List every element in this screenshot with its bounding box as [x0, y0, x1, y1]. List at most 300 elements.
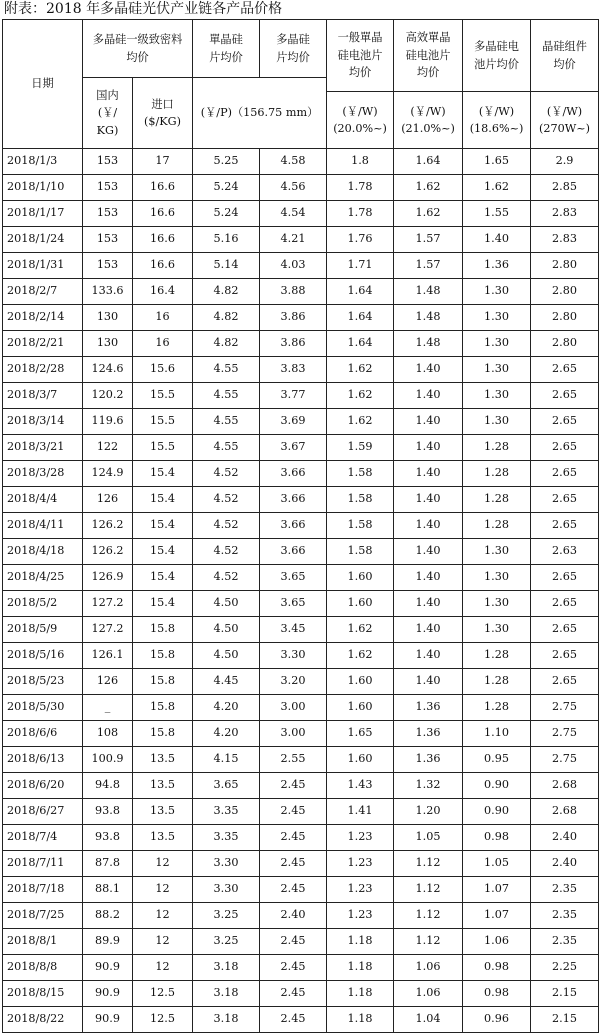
cell-mono-wafer: 4.55: [193, 383, 260, 409]
header-mono-wafer: [193, 20, 260, 78]
cell-poly-import: 12: [133, 851, 193, 877]
header-polysilicon: [83, 20, 193, 78]
cell-poly-domestic: 122: [83, 435, 133, 461]
cell-multi-wafer: 3.69: [260, 409, 327, 435]
cell-mono-cell-hi: 1.36: [394, 747, 463, 773]
table-row: [3, 955, 599, 981]
cell-module: 2.65: [531, 461, 599, 487]
cell-poly-import: 15.8: [133, 617, 193, 643]
cell-multi-cell: 1.55: [463, 201, 531, 227]
cell-multi-wafer: 2.45: [260, 955, 327, 981]
cell-module: 2.65: [531, 487, 599, 513]
header-mono-cell-std-line-3: 均价: [348, 66, 372, 80]
cell-poly-import: 12: [133, 903, 193, 929]
cell-mono-cell-hi: 1.64: [394, 149, 463, 175]
cell-mono-wafer: 3.65: [193, 773, 260, 799]
cell-module: 2.65: [531, 513, 599, 539]
header-mono-cell-hi: [394, 20, 463, 92]
table-row: [3, 227, 599, 253]
cell-mono-cell-hi: 1.62: [394, 175, 463, 201]
cell-mono-cell-hi: 1.40: [394, 669, 463, 695]
cell-multi-wafer: 3.86: [260, 331, 327, 357]
cell-multi-cell: 1.65: [463, 149, 531, 175]
cell-poly-domestic: 153: [83, 253, 133, 279]
cell-poly-import: 12: [133, 955, 193, 981]
cell-date: 2018/1/24: [3, 227, 83, 253]
cell-poly-import: 15.4: [133, 565, 193, 591]
cell-mono-cell-std: 1.60: [327, 695, 394, 721]
cell-multi-wafer: 2.45: [260, 929, 327, 955]
cell-mono-wafer: 5.24: [193, 175, 260, 201]
cell-mono-wafer: 4.20: [193, 721, 260, 747]
cell-module: 2.80: [531, 305, 599, 331]
cell-mono-cell-std: 1.62: [327, 357, 394, 383]
table-row: [3, 435, 599, 461]
header-multi-cell-line-2: 池片均价: [474, 57, 519, 71]
cell-multi-cell: 1.28: [463, 513, 531, 539]
cell-multi-cell: 0.95: [463, 747, 531, 773]
table-row: [3, 851, 599, 877]
cell-multi-wafer: 3.66: [260, 487, 327, 513]
table-row: [3, 903, 599, 929]
cell-mono-wafer: 4.15: [193, 747, 260, 773]
cell-poly-domestic: 127.2: [83, 591, 133, 617]
table-row: [3, 279, 599, 305]
cell-mono-wafer: 4.82: [193, 305, 260, 331]
header-mono-cell-hi-unit: [394, 92, 463, 149]
cell-poly-import: 16.6: [133, 227, 193, 253]
cell-poly-import: 12.5: [133, 981, 193, 1007]
cell-mono-cell-hi: 1.12: [394, 929, 463, 955]
cell-multi-wafer: 3.00: [260, 695, 327, 721]
cell-date: 2018/2/14: [3, 305, 83, 331]
table-row: [3, 175, 599, 201]
cell-mono-wafer: 5.25: [193, 149, 260, 175]
cell-multi-cell: 1.40: [463, 227, 531, 253]
cell-poly-import: 13.5: [133, 799, 193, 825]
cell-poly-domestic: 124.9: [83, 461, 133, 487]
cell-poly-domestic: 108: [83, 721, 133, 747]
cell-date: 2018/5/9: [3, 617, 83, 643]
header-multi-wafer: [260, 20, 327, 78]
cell-date: 2018/3/21: [3, 435, 83, 461]
header-date: 日期: [3, 20, 83, 149]
cell-mono-wafer: 3.18: [193, 1007, 260, 1033]
cell-date: 2018/5/30: [3, 695, 83, 721]
cell-multi-cell: 1.28: [463, 669, 531, 695]
header-mono-cell-std-unit-line-2: (20.0%~): [333, 122, 387, 135]
cell-date: 2018/7/25: [3, 903, 83, 929]
cell-mono-cell-std: 1.23: [327, 903, 394, 929]
cell-mono-cell-std: 1.18: [327, 955, 394, 981]
cell-mono-cell-hi: 1.32: [394, 773, 463, 799]
cell-mono-cell-std: 1.64: [327, 305, 394, 331]
cell-multi-wafer: 3.65: [260, 565, 327, 591]
cell-mono-cell-hi: 1.12: [394, 877, 463, 903]
cell-multi-cell: 1.36: [463, 253, 531, 279]
cell-mono-cell-std: 1.76: [327, 227, 394, 253]
cell-module: 2.68: [531, 799, 599, 825]
header-multi-cell-line-1: 多晶硅电: [474, 40, 519, 54]
cell-mono-wafer: 4.55: [193, 435, 260, 461]
cell-module: 2.65: [531, 617, 599, 643]
cell-mono-cell-hi: 1.36: [394, 721, 463, 747]
cell-mono-cell-hi: 1.36: [394, 695, 463, 721]
cell-mono-cell-hi: 1.05: [394, 825, 463, 851]
cell-mono-wafer: 4.82: [193, 331, 260, 357]
cell-mono-cell-std: 1.58: [327, 461, 394, 487]
cell-module: 2.75: [531, 721, 599, 747]
header-mono-wafer-line-2: 片均价: [209, 50, 243, 64]
cell-multi-wafer: 3.77: [260, 383, 327, 409]
cell-module: 2.9: [531, 149, 599, 175]
cell-module: 2.35: [531, 877, 599, 903]
cell-module: 2.65: [531, 435, 599, 461]
cell-poly-import: 13.5: [133, 773, 193, 799]
cell-poly-domestic: 119.6: [83, 409, 133, 435]
cell-date: 2018/6/27: [3, 799, 83, 825]
cell-mono-cell-hi: 1.48: [394, 305, 463, 331]
price-table: [2, 19, 599, 1033]
cell-poly-import: 15.6: [133, 357, 193, 383]
cell-module: 2.75: [531, 747, 599, 773]
cell-mono-wafer: 4.52: [193, 487, 260, 513]
cell-poly-import: 15.8: [133, 695, 193, 721]
cell-date: 2018/6/13: [3, 747, 83, 773]
header-domestic-line-1: 国内: [96, 88, 119, 102]
cell-mono-wafer: 5.16: [193, 227, 260, 253]
cell-poly-import: 16.6: [133, 175, 193, 201]
cell-mono-cell-std: 1.18: [327, 981, 394, 1007]
cell-date: 2018/2/21: [3, 331, 83, 357]
cell-module: 2.65: [531, 565, 599, 591]
cell-multi-wafer: 2.55: [260, 747, 327, 773]
cell-poly-domestic: 153: [83, 201, 133, 227]
cell-multi-wafer: 2.45: [260, 981, 327, 1007]
header-module-line-2: 均价: [553, 57, 576, 71]
cell-multi-wafer: 3.83: [260, 357, 327, 383]
table-row: [3, 383, 599, 409]
cell-poly-domestic: 126: [83, 669, 133, 695]
header-multi-cell: [463, 20, 531, 92]
cell-poly-domestic: 93.8: [83, 799, 133, 825]
header-mono-cell-hi-line-3: 均价: [416, 66, 440, 80]
cell-date: 2018/4/25: [3, 565, 83, 591]
cell-multi-cell: 1.62: [463, 175, 531, 201]
cell-module: 2.40: [531, 825, 599, 851]
cell-date: 2018/8/1: [3, 929, 83, 955]
cell-multi-wafer: 3.66: [260, 539, 327, 565]
header-multi-cell-unit-line-1: (￥/W): [478, 104, 515, 118]
cell-mono-wafer: 3.25: [193, 903, 260, 929]
cell-multi-cell: 1.30: [463, 383, 531, 409]
table-row: [3, 773, 599, 799]
cell-mono-wafer: 4.52: [193, 461, 260, 487]
cell-mono-wafer: 4.50: [193, 617, 260, 643]
cell-date: 2018/8/8: [3, 955, 83, 981]
header-polysilicon-import: [133, 78, 193, 149]
cell-poly-import: 15.5: [133, 409, 193, 435]
table-row: [3, 591, 599, 617]
cell-multi-wafer: 4.54: [260, 201, 327, 227]
cell-mono-cell-hi: 1.40: [394, 617, 463, 643]
cell-poly-import: 16: [133, 331, 193, 357]
cell-poly-domestic: 126.2: [83, 539, 133, 565]
cell-poly-import: 16.4: [133, 279, 193, 305]
cell-multi-wafer: 4.58: [260, 149, 327, 175]
cell-module: 2.65: [531, 591, 599, 617]
header-polysilicon-domestic: [83, 78, 133, 149]
cell-date: 2018/2/7: [3, 279, 83, 305]
cell-multi-wafer: 2.45: [260, 877, 327, 903]
cell-mono-cell-hi: 1.04: [394, 1007, 463, 1033]
cell-mono-cell-std: 1.78: [327, 201, 394, 227]
cell-multi-cell: 1.05: [463, 851, 531, 877]
cell-date: 2018/6/20: [3, 773, 83, 799]
cell-poly-domestic: 153: [83, 149, 133, 175]
cell-multi-cell: 1.06: [463, 929, 531, 955]
table-row: [3, 799, 599, 825]
cell-mono-cell-hi: 1.40: [394, 565, 463, 591]
cell-poly-domestic: 90.9: [83, 955, 133, 981]
header-multi-cell-unit: [463, 92, 531, 149]
cell-module: 2.63: [531, 539, 599, 565]
cell-poly-domestic: 126.2: [83, 513, 133, 539]
header-import-line-2: ($/KG): [144, 115, 181, 128]
cell-module: 2.80: [531, 331, 599, 357]
table-row: [3, 617, 599, 643]
cell-multi-cell: 1.28: [463, 643, 531, 669]
cell-date: 2018/4/18: [3, 539, 83, 565]
cell-multi-cell: 1.28: [463, 461, 531, 487]
cell-poly-import: 16.6: [133, 253, 193, 279]
cell-date: 2018/3/7: [3, 383, 83, 409]
cell-multi-cell: 1.30: [463, 305, 531, 331]
cell-mono-cell-hi: 1.48: [394, 279, 463, 305]
cell-multi-cell: 1.30: [463, 617, 531, 643]
cell-module: 2.85: [531, 175, 599, 201]
cell-multi-cell: 1.30: [463, 331, 531, 357]
table-row: [3, 201, 599, 227]
cell-multi-cell: 1.30: [463, 591, 531, 617]
cell-multi-cell: 0.98: [463, 955, 531, 981]
cell-multi-cell: 1.30: [463, 409, 531, 435]
cell-multi-cell: 1.07: [463, 903, 531, 929]
cell-date: 2018/3/28: [3, 461, 83, 487]
cell-mono-wafer: 3.35: [193, 799, 260, 825]
cell-poly-domestic: 130: [83, 331, 133, 357]
header-mono-cell-hi-line-1: 高效單晶: [405, 31, 451, 45]
cell-mono-cell-std: 1.18: [327, 929, 394, 955]
cell-mono-cell-hi: 1.12: [394, 903, 463, 929]
cell-mono-cell-hi: 1.06: [394, 981, 463, 1007]
cell-date: 2018/6/6: [3, 721, 83, 747]
cell-date: 2018/5/16: [3, 643, 83, 669]
cell-poly-domestic: 88.2: [83, 903, 133, 929]
cell-mono-cell-std: 1.78: [327, 175, 394, 201]
cell-poly-import: 13.5: [133, 825, 193, 851]
cell-date: 2018/4/11: [3, 513, 83, 539]
cell-mono-wafer: 4.52: [193, 565, 260, 591]
cell-mono-wafer: 4.20: [193, 695, 260, 721]
cell-mono-wafer: 5.24: [193, 201, 260, 227]
cell-poly-domestic: 126.1: [83, 643, 133, 669]
cell-mono-cell-hi: 1.40: [394, 513, 463, 539]
cell-mono-cell-hi: 1.40: [394, 357, 463, 383]
table-row: [3, 513, 599, 539]
cell-date: 2018/8/15: [3, 981, 83, 1007]
cell-mono-cell-hi: 1.40: [394, 591, 463, 617]
table-row: [3, 929, 599, 955]
cell-mono-cell-hi: 1.20: [394, 799, 463, 825]
cell-poly-domestic: _: [83, 695, 133, 721]
cell-poly-domestic: 94.8: [83, 773, 133, 799]
cell-mono-cell-std: 1.62: [327, 409, 394, 435]
table-row: [3, 1007, 599, 1033]
cell-poly-domestic: 87.8: [83, 851, 133, 877]
cell-multi-wafer: 3.45: [260, 617, 327, 643]
cell-poly-import: 15.8: [133, 669, 193, 695]
table-row: [3, 695, 599, 721]
table-row: [3, 669, 599, 695]
cell-mono-wafer: 4.50: [193, 643, 260, 669]
cell-mono-cell-std: 1.58: [327, 539, 394, 565]
cell-mono-cell-std: 1.23: [327, 877, 394, 903]
document-title: 附表：2018 年多晶硅光伏产业链各产品价格: [4, 1, 283, 17]
cell-mono-cell-hi: 1.40: [394, 409, 463, 435]
header-module: [531, 20, 599, 92]
cell-date: 2018/3/14: [3, 409, 83, 435]
header-mono-cell-std-unit-line-1: (￥/W): [342, 104, 378, 118]
cell-poly-domestic: 90.9: [83, 981, 133, 1007]
cell-poly-domestic: 126: [83, 487, 133, 513]
cell-multi-wafer: 4.56: [260, 175, 327, 201]
cell-date: 2018/1/31: [3, 253, 83, 279]
cell-mono-cell-std: 1.62: [327, 383, 394, 409]
cell-poly-import: 15.8: [133, 721, 193, 747]
cell-poly-import: 15.4: [133, 461, 193, 487]
cell-mono-wafer: 3.30: [193, 851, 260, 877]
cell-multi-wafer: 3.00: [260, 721, 327, 747]
cell-mono-cell-std: 1.71: [327, 253, 394, 279]
cell-poly-import: 16: [133, 305, 193, 331]
cell-mono-wafer: 4.52: [193, 539, 260, 565]
cell-multi-wafer: 3.86: [260, 305, 327, 331]
cell-mono-wafer: 4.82: [193, 279, 260, 305]
cell-multi-cell: 0.90: [463, 799, 531, 825]
cell-poly-domestic: 100.9: [83, 747, 133, 773]
header-domestic-line-2: (￥/: [97, 106, 118, 120]
cell-mono-wafer: 4.50: [193, 591, 260, 617]
cell-multi-wafer: 3.65: [260, 591, 327, 617]
cell-poly-domestic: 89.9: [83, 929, 133, 955]
table-row: [3, 487, 599, 513]
cell-poly-import: 15.5: [133, 383, 193, 409]
header-mono-cell-std-line-1: 一般單晶: [337, 31, 383, 45]
cell-multi-cell: 1.28: [463, 695, 531, 721]
cell-mono-cell-std: 1.58: [327, 487, 394, 513]
cell-poly-domestic: 93.8: [83, 825, 133, 851]
header-mono-cell-std: [327, 20, 394, 92]
cell-mono-cell-hi: 1.40: [394, 487, 463, 513]
table-row: [3, 825, 599, 851]
cell-multi-wafer: 2.45: [260, 773, 327, 799]
cell-mono-wafer: 4.55: [193, 409, 260, 435]
cell-date: 2018/7/11: [3, 851, 83, 877]
cell-poly-domestic: 153: [83, 227, 133, 253]
cell-mono-wafer: 4.52: [193, 513, 260, 539]
cell-mono-wafer: 3.30: [193, 877, 260, 903]
table-row: [3, 461, 599, 487]
cell-poly-import: 13.5: [133, 747, 193, 773]
cell-module: 2.35: [531, 903, 599, 929]
cell-mono-cell-std: 1.62: [327, 617, 394, 643]
cell-mono-cell-std: 1.65: [327, 721, 394, 747]
cell-mono-cell-std: 1.60: [327, 591, 394, 617]
cell-multi-cell: 1.07: [463, 877, 531, 903]
cell-poly-import: 12.5: [133, 1007, 193, 1033]
cell-module: 2.65: [531, 409, 599, 435]
cell-mono-wafer: 4.45: [193, 669, 260, 695]
cell-module: 2.65: [531, 643, 599, 669]
cell-poly-import: 17: [133, 149, 193, 175]
cell-module: 2.65: [531, 357, 599, 383]
cell-poly-domestic: 120.2: [83, 383, 133, 409]
cell-module: 2.25: [531, 955, 599, 981]
cell-mono-cell-hi: 1.40: [394, 461, 463, 487]
cell-poly-import: 15.4: [133, 591, 193, 617]
header-mono-cell-hi-line-2: 硅电池片: [405, 48, 451, 62]
cell-multi-cell: 0.90: [463, 773, 531, 799]
cell-mono-cell-std: 1.60: [327, 747, 394, 773]
cell-multi-wafer: 2.45: [260, 1007, 327, 1033]
header-row-1: [3, 20, 599, 78]
cell-date: 2018/1/3: [3, 149, 83, 175]
cell-multi-wafer: 2.40: [260, 903, 327, 929]
header-module-unit: [531, 92, 599, 149]
cell-date: 2018/7/18: [3, 877, 83, 903]
header-polysilicon-line-1: 多晶硅一级致密料: [92, 33, 183, 47]
header-module-line-1: 晶硅组件: [542, 40, 587, 54]
cell-poly-import: 15.8: [133, 643, 193, 669]
cell-date: 2018/4/4: [3, 487, 83, 513]
cell-multi-wafer: 2.45: [260, 799, 327, 825]
cell-poly-import: 16.6: [133, 201, 193, 227]
cell-module: 2.80: [531, 279, 599, 305]
cell-mono-cell-std: 1.23: [327, 851, 394, 877]
header-multi-wafer-line-2: 片均价: [276, 50, 310, 64]
cell-mono-cell-hi: 1.40: [394, 539, 463, 565]
table-row: [3, 331, 599, 357]
table-body: [3, 20, 599, 1033]
header-import-line-1: 进口: [151, 97, 174, 111]
table-row: [3, 877, 599, 903]
cell-poly-import: 12: [133, 929, 193, 955]
header-wafer-unit: (￥/P)（156.75 mm）: [193, 78, 327, 149]
table-row: [3, 305, 599, 331]
cell-poly-import: 15.5: [133, 435, 193, 461]
cell-date: 2018/1/17: [3, 201, 83, 227]
cell-module: 2.83: [531, 201, 599, 227]
cell-multi-cell: 1.30: [463, 279, 531, 305]
header-multi-cell-unit-line-2: (18.6%~): [469, 122, 524, 135]
table-row: [3, 357, 599, 383]
cell-module: 2.65: [531, 669, 599, 695]
cell-module: 2.15: [531, 981, 599, 1007]
cell-mono-wafer: 4.55: [193, 357, 260, 383]
cell-mono-cell-std: 1.8: [327, 149, 394, 175]
cell-mono-wafer: 5.14: [193, 253, 260, 279]
